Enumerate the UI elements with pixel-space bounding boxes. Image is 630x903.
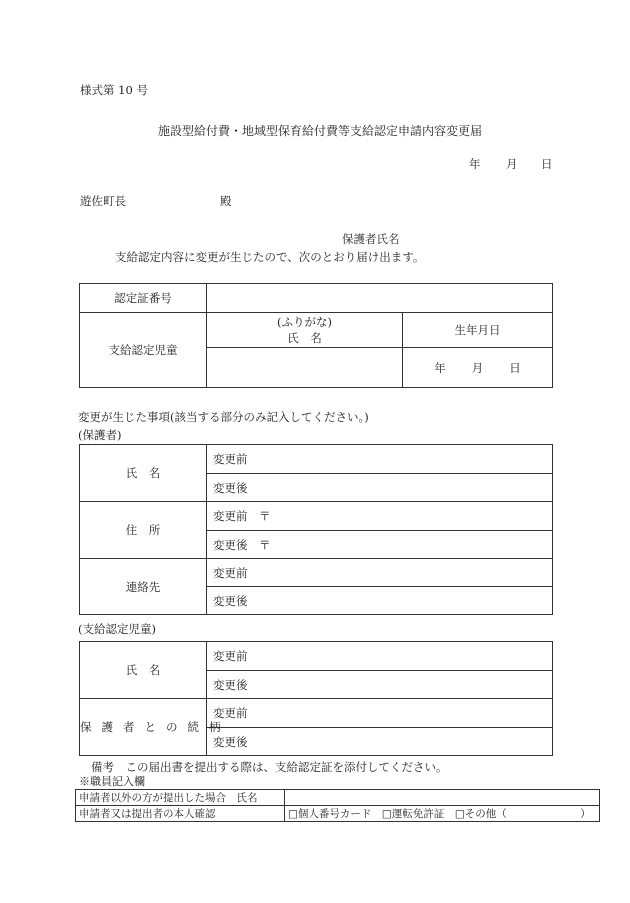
guardian-contact-row-label: 連絡先 — [80, 559, 207, 615]
relationship-label-text: 保護者との続柄 — [80, 720, 231, 734]
child-changes-table — [79, 641, 553, 756]
cert-number-field[interactable] — [207, 284, 553, 313]
birth-day: 日 — [509, 360, 521, 375]
guardian-name-row-label: 氏 名 — [80, 445, 207, 502]
changes-heading: 変更が生じた事項(該当する部分のみ記入してください。) — [78, 410, 369, 424]
guardian-address-row-label: 住 所 — [80, 502, 207, 559]
birth-year: 年 — [434, 360, 446, 375]
child-name-row-label: 氏 名 — [80, 642, 207, 699]
guardian-name-label: 保護者氏名 — [342, 232, 400, 246]
cert-number-label: 認定証番号 — [80, 284, 207, 313]
date-day: 日 — [541, 157, 553, 171]
identity-options[interactable]: □個人番号カード □運転免許証 □その他（ ） — [285, 806, 600, 822]
birthdate-field[interactable] — [403, 348, 553, 388]
addressee: 遊佐町長 — [80, 194, 126, 208]
guardian-contact-after[interactable]: 変更後 — [207, 587, 553, 615]
proxy-submitter-field[interactable] — [285, 790, 600, 806]
child-section-label: (支給認定児童) — [78, 622, 156, 636]
birthdate-label: 生年月日 — [403, 313, 553, 348]
guardian-name-before[interactable]: 変更前 — [207, 445, 553, 474]
birth-month: 月 — [471, 360, 484, 375]
date-month: 月 — [506, 157, 518, 171]
child-name-label: 氏 名 — [287, 331, 322, 345]
proxy-submitter-label: 申請者以外の方が提出した場合 氏名 — [76, 790, 285, 806]
form-title: 施設型給付費・地域型保育給付費等支給認定申請内容変更届 — [158, 124, 483, 138]
child-name-before[interactable]: 変更前 — [207, 642, 553, 671]
cert-table — [79, 283, 553, 388]
child-label: 支給認定児童 — [80, 313, 207, 388]
staff-table — [75, 789, 600, 822]
note-text: 備考 この届出書を提出する際は、支給認定証を添付してください。 — [91, 760, 448, 774]
guardian-address-before[interactable]: 変更前 〒 — [207, 502, 553, 531]
child-name-field[interactable] — [207, 348, 403, 388]
relationship-after[interactable]: 変更後 — [207, 728, 553, 756]
date-year: 年 — [469, 157, 481, 171]
staff-heading: ※職員記入欄 — [79, 775, 145, 788]
identity-check-label: 申請者又は提出者の本人確認 — [76, 806, 285, 822]
guardian-contact-before[interactable]: 変更前 — [207, 559, 553, 587]
intro-text: 支給認定内容に変更が生じたので、次のとおり届け出ます。 — [115, 250, 425, 264]
form-number: 様式第 10 号 — [80, 83, 148, 97]
guardian-name-after[interactable]: 変更後 — [207, 474, 553, 502]
guardian-address-after[interactable]: 変更後 〒 — [207, 531, 553, 559]
furigana-label: (ふりがな) — [277, 315, 332, 329]
honorific: 殿 — [220, 194, 232, 208]
name-header — [207, 313, 403, 348]
guardian-changes-table — [79, 444, 553, 615]
guardian-section-label: (保護者) — [78, 428, 122, 442]
child-name-after[interactable]: 変更後 — [207, 671, 553, 699]
relationship-before[interactable]: 変更前 — [207, 699, 553, 728]
